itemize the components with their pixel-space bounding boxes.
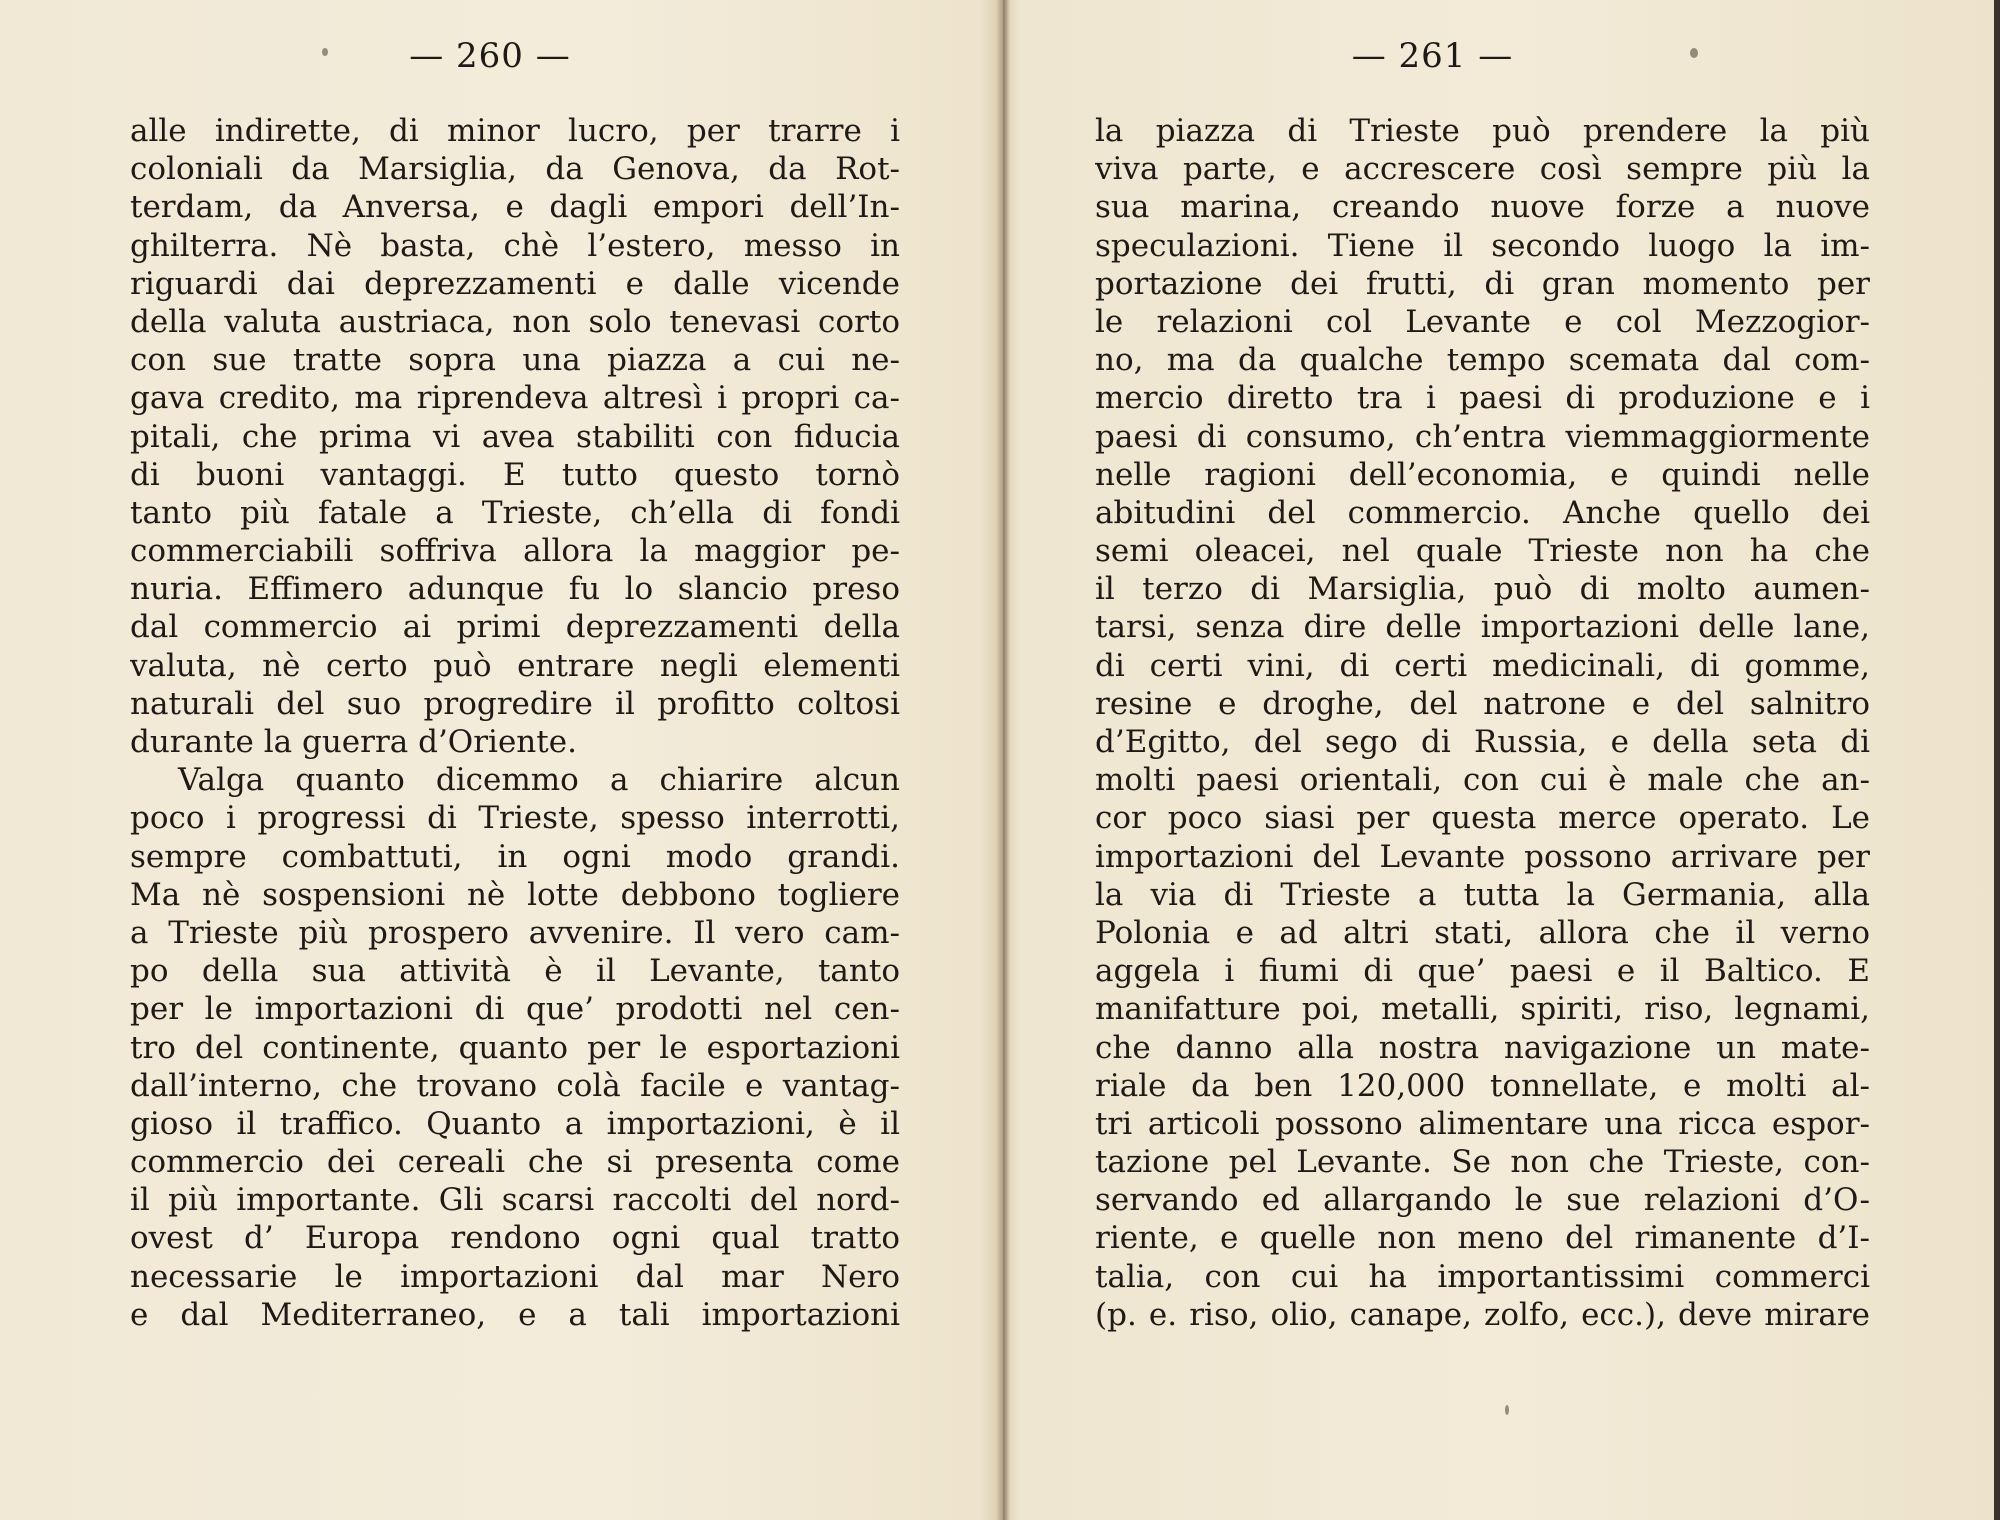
text-line: (p. e. riso, olio, canape, zolfo, ecc.), deve mirare bbox=[1095, 1296, 1870, 1333]
text-line: le relazioni col Levante e col Mezzogior- bbox=[1095, 303, 1870, 340]
text-line: nuria. Effimero adunque fu lo slancio preso bbox=[130, 571, 900, 608]
right-page bbox=[1095, 0, 1870, 1520]
right-page-text bbox=[1095, 112, 1870, 1334]
text-line: alle indirette, di minor lucro, per trarre i bbox=[130, 113, 900, 149]
text-line: ovest d’ Europa rendono ogni qual tratto bbox=[130, 1220, 900, 1257]
text-line: tazione pel Levante. Se non che Trieste, con- bbox=[1095, 1144, 1870, 1181]
page-number-left: — 260 — bbox=[409, 36, 571, 76]
text-line: commercio dei cereali che si presenta come bbox=[130, 1144, 900, 1181]
text-line: abitudini del commercio. Anche quello dei bbox=[1095, 494, 1870, 531]
text-line: molti paesi orientali, con cui è male che an- bbox=[1095, 762, 1870, 799]
text-line: ghilterra. Nè basta, chè l’estero, messo in bbox=[130, 227, 900, 264]
text-line: semi oleacei, nel quale Trieste non ha che bbox=[1095, 533, 1870, 570]
book-gutter bbox=[996, 0, 1010, 1520]
text-line: per le importazioni di que’ prodotti nel cen- bbox=[130, 991, 900, 1028]
text-line: riale da ben 120,000 tonnellate, e molti al- bbox=[1095, 1067, 1870, 1104]
text-line: gava credito, ma riprendeva altresì i propri ca- bbox=[130, 380, 900, 417]
text-line: dall’interno, che trovano colà facile e vantag- bbox=[130, 1067, 900, 1104]
text-line: pitali, che prima vi avea stabiliti con fiducia bbox=[130, 418, 900, 455]
text-line: servando ed allargando le sue relazioni d’O- bbox=[1095, 1182, 1870, 1219]
text-line: sua marina, creando nuove forze a nuove bbox=[1095, 189, 1870, 226]
text-line: durante la guerra d’Oriente. bbox=[130, 724, 577, 760]
text-line: portazione dei frutti, di gran momento per bbox=[1095, 265, 1870, 302]
text-line: Valga quanto dicemmo a chiarire alcun bbox=[178, 762, 900, 799]
text-line: tro del continente, quanto per le esportazioni bbox=[130, 1029, 900, 1066]
text-line: dal commercio ai primi deprezzamenti della bbox=[130, 609, 900, 646]
text-line: riente, e quelle non meno del rimanente d’I- bbox=[1095, 1220, 1870, 1257]
text-line: il terzo di Marsiglia, può di molto aumen- bbox=[1095, 571, 1870, 608]
text-line: talia, con cui ha importantissimi commerci bbox=[1095, 1258, 1870, 1295]
text-line: necessarie le importazioni dal mar Nero bbox=[130, 1258, 900, 1295]
text-line: naturali del suo progredire il profitto coltosi bbox=[130, 685, 900, 722]
text-line: coloniali da Marsiglia, da Genova, da Rot- bbox=[130, 151, 900, 188]
text-line: Polonia e ad altri stati, allora che il verno bbox=[1095, 914, 1870, 951]
text-line: la via di Trieste a tutta la Germania, alla bbox=[1095, 876, 1870, 913]
text-line: e dal Mediterraneo, e a tali importazioni bbox=[130, 1296, 900, 1333]
text-line: sempre combattuti, in ogni modo grandi. bbox=[130, 838, 900, 875]
text-line: manifatture poi, metalli, spiriti, riso, legnami, bbox=[1095, 991, 1870, 1028]
text-line: di buoni vantaggi. E tutto questo tornò bbox=[130, 456, 900, 493]
text-line: che danno alla nostra navigazione un mate- bbox=[1095, 1029, 1870, 1066]
left-page-text bbox=[130, 112, 900, 1334]
text-line: paesi di consumo, ch’entra viemmaggiormente bbox=[1095, 418, 1870, 455]
text-line: no, ma da qualche tempo scemata dal com- bbox=[1095, 342, 1870, 379]
text-line: Ma nè sospensioni nè lotte debbono togliere bbox=[130, 876, 900, 913]
text-line: commerciabili soffriva allora la maggior pe- bbox=[130, 533, 900, 570]
text-line: d’Egitto, del sego di Russia, e della seta di bbox=[1095, 724, 1870, 760]
text-line: a Trieste più prospero avvenire. Il vero cam- bbox=[130, 914, 900, 951]
text-line: tanto più fatale a Trieste, ch’ella di fondi bbox=[130, 494, 900, 531]
text-line: nelle ragioni dell’economia, e quindi nelle bbox=[1095, 456, 1870, 493]
text-line: poco i progressi di Trieste, spesso interrotti, bbox=[130, 800, 900, 837]
text-line: viva parte, e accrescere così sempre più la bbox=[1095, 151, 1870, 188]
text-line: gioso il traffico. Quanto a importazioni, è il bbox=[130, 1105, 900, 1142]
text-line: aggela i fiumi di que’ paesi e il Baltico. E bbox=[1095, 953, 1870, 990]
page-edge-shadow bbox=[1994, 0, 2000, 1520]
text-line: importazioni del Levante possono arrivare per bbox=[1095, 838, 1870, 875]
text-line: il più importante. Gli scarsi raccolti del nord- bbox=[130, 1182, 900, 1219]
text-line: resine e droghe, del natrone e del salnitro bbox=[1095, 685, 1870, 722]
text-line: tarsi, senza dire delle importazioni delle lane, bbox=[1095, 609, 1870, 646]
text-line: riguardi dai deprezzamenti e dalle vicende bbox=[130, 265, 900, 302]
left-page bbox=[130, 0, 900, 1520]
text-line: mercio diretto tra i paesi di produzione e i bbox=[1095, 380, 1870, 417]
text-line: tri articoli possono alimentare una ricca espor- bbox=[1095, 1105, 1870, 1142]
text-line: con sue tratte sopra una piazza a cui ne- bbox=[130, 342, 900, 379]
page-number-right: — 261 — bbox=[1351, 36, 1514, 76]
text-line: terdam, da Anversa, e dagli empori dell’In- bbox=[130, 189, 900, 226]
text-line: la piazza di Trieste può prendere la più bbox=[1095, 113, 1870, 149]
text-line: valuta, nè certo può entrare negli elementi bbox=[130, 647, 900, 684]
text-line: di certi vini, di certi medicinali, di gomme, bbox=[1095, 647, 1870, 684]
text-line: speculazioni. Tiene il secondo luogo la im- bbox=[1095, 227, 1870, 264]
text-line: della valuta austriaca, non solo tenevasi corto bbox=[130, 303, 900, 340]
text-line: cor poco siasi per questa merce operato. Le bbox=[1095, 800, 1870, 837]
text-line: po della sua attività è il Levante, tanto bbox=[130, 953, 900, 990]
